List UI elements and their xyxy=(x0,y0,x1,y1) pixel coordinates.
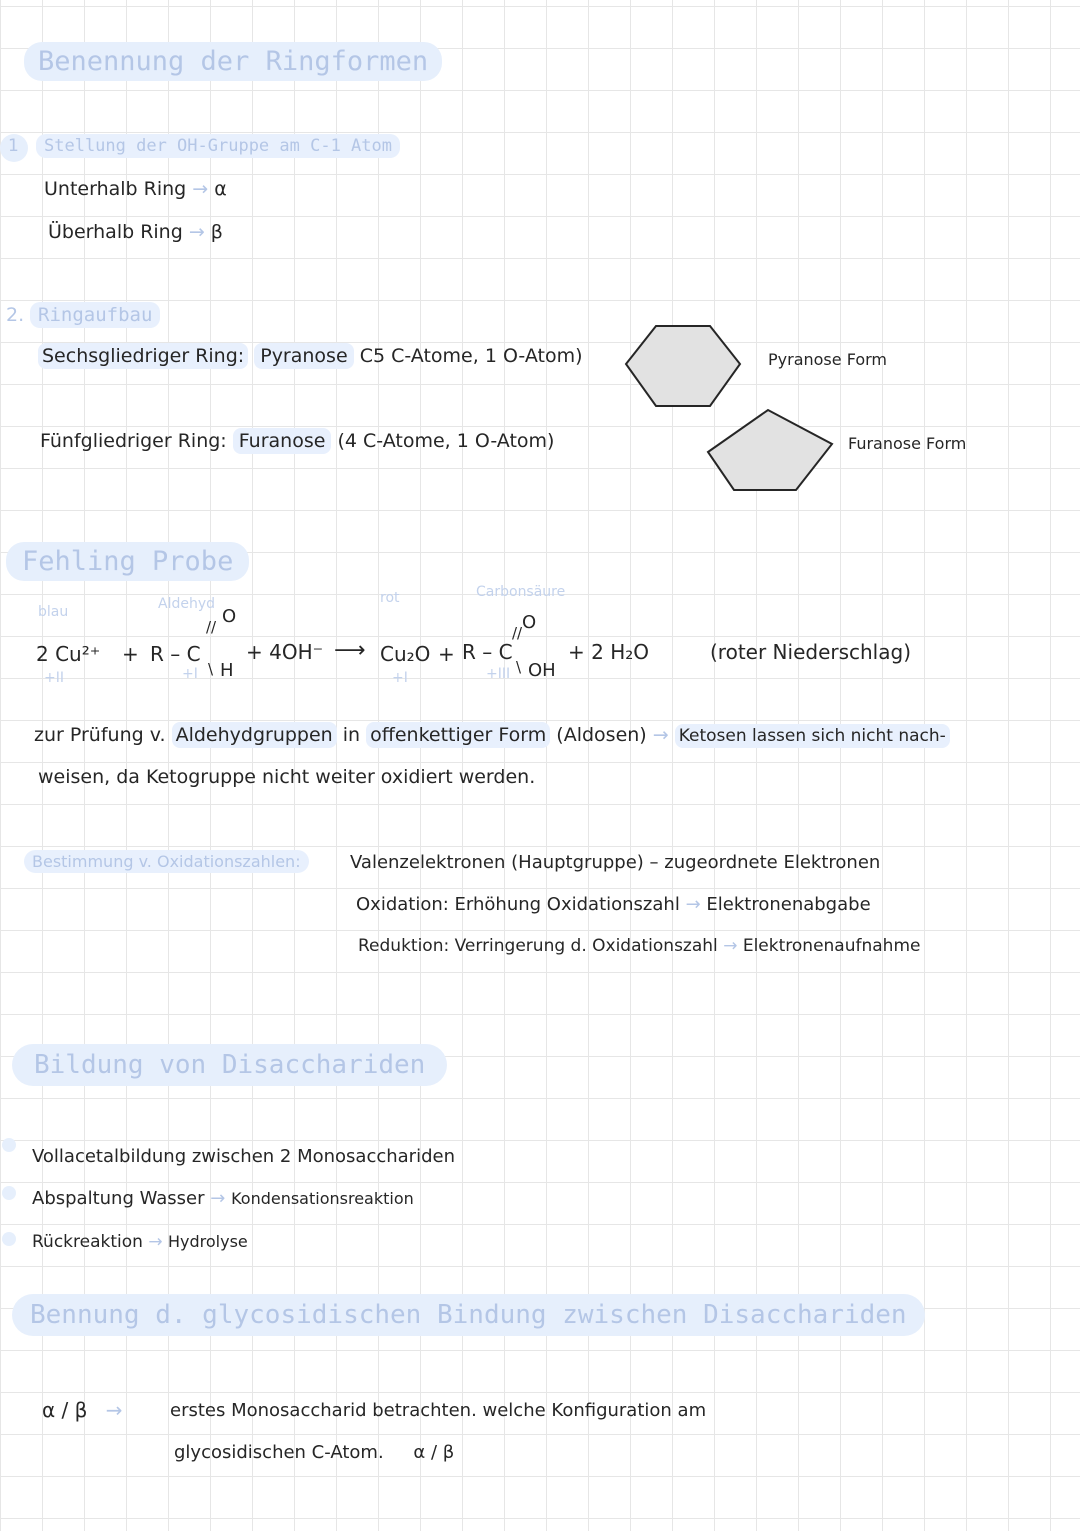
single-bond-icon: \ xyxy=(516,658,522,676)
oxnum-cu: +II xyxy=(44,670,64,686)
reduktion-result: Elektronenaufnahme xyxy=(742,936,921,956)
oxidationszahlen-heading: Bestimmung v. Oxidationszahlen: xyxy=(24,850,309,873)
single-bond-icon: \ xyxy=(208,660,214,678)
bullet-2-text: Abspaltung Wasser xyxy=(32,1188,205,1209)
disaccharide-bullet-1: Vollacetalbildung zwischen 2 Monosacchariden xyxy=(32,1146,455,1167)
oxnum-acid-c: +III xyxy=(486,666,511,682)
bindung-line-1: erstes Monosaccharid betrachten. welche Konfiguration am xyxy=(170,1400,707,1421)
annotation-aldehyd: Aldehyd xyxy=(158,596,216,612)
bindung-left xyxy=(42,1398,123,1422)
note-highlight-offenkettig: offenkettiger Form xyxy=(366,722,550,748)
point-2-heading: Ringaufbau xyxy=(30,302,160,328)
section-title-bindung: Bennung d. glycosidischen Bindung zwischen Disacchariden xyxy=(12,1294,925,1336)
point-1-heading: Stellung der OH-Gruppe am C-1 Atom xyxy=(36,134,400,158)
oxidationszahlen-line-3 xyxy=(358,936,920,956)
bindung-line-2-text: glycosidischen C-Atom. xyxy=(174,1442,384,1463)
oxnum-aldehyde-c: +I xyxy=(182,666,198,682)
pyranose-form-label: Pyranose Form xyxy=(768,350,887,369)
section-title-ringformen: Benennung der Ringformen xyxy=(24,42,442,81)
equation-aldehyde-r: R – C xyxy=(150,642,201,666)
double-bond-icon: // xyxy=(206,618,217,636)
bullet-dot-icon xyxy=(2,1138,16,1152)
disaccharide-bullet-2 xyxy=(32,1188,414,1209)
fehling-note-line-1 xyxy=(34,724,950,746)
equation-aldehyde-o: O xyxy=(222,606,237,627)
pentagon-icon xyxy=(704,406,838,496)
annotation-blau: blau xyxy=(38,604,69,620)
oxidationszahlen-line-1: Valenzelektronen (Hauptgruppe) – zugeordnete Elektronen xyxy=(350,852,881,873)
point-1-number: 1 xyxy=(8,136,19,156)
oxidationszahlen-line-2 xyxy=(356,894,871,915)
arrow-right-icon: → xyxy=(192,178,209,200)
equation-acid-oh: OH xyxy=(528,660,556,681)
note-ketosen: Ketosen lassen sich nicht nach- xyxy=(675,724,950,748)
alpha-beta-label: α / β xyxy=(42,1398,88,1422)
equation-cu: 2 Cu²⁺ xyxy=(36,642,101,666)
beta-line-label: Überhalb Ring xyxy=(48,221,183,243)
oxidation-result: Elektronenabgabe xyxy=(706,894,871,915)
arrow-right-icon: → xyxy=(148,1232,163,1252)
bullet-3-result: Hydrolyse xyxy=(167,1232,248,1251)
arrow-right-icon: → xyxy=(652,724,669,746)
equation-cu2o: Cu₂O xyxy=(380,642,431,666)
arrow-right-icon: → xyxy=(105,1398,123,1422)
arrow-right-icon: → xyxy=(188,221,205,243)
five-ring-name: Furanose xyxy=(233,428,332,454)
bullet-3-text: Rückreaktion xyxy=(32,1232,143,1252)
hexagon-icon xyxy=(620,322,746,412)
equation-acid-o: O xyxy=(522,612,537,633)
point-2-number: 2. xyxy=(6,304,25,326)
section-title-disaccharide: Bildung von Disacchariden xyxy=(12,1044,447,1086)
equation-aldehyde-h: H xyxy=(220,660,234,681)
alpha-line-label: Unterhalb Ring xyxy=(44,178,187,200)
alpha-line-result: α xyxy=(214,178,227,200)
equation-acid-r: R – C xyxy=(462,640,513,664)
section-title-fehling: Fehling Probe xyxy=(6,542,249,581)
equation-plus-1: + xyxy=(122,642,139,666)
note-aldosen: (Aldosen) xyxy=(556,724,647,746)
arrow-right-icon: → xyxy=(685,894,701,915)
oxnum-cu2o: +I xyxy=(392,670,408,686)
equation-plus-2: + xyxy=(438,642,455,666)
six-ring-line xyxy=(38,345,583,367)
beta-line-result: β xyxy=(210,221,223,243)
annotation-rot: rot xyxy=(380,590,400,606)
note-highlight-aldehydgruppen: Aldehydgruppen xyxy=(172,722,337,748)
five-ring-detail: (4 C-Atome, 1 O-Atom) xyxy=(337,430,555,452)
equation-hydroxide: + 4OH⁻ xyxy=(246,640,324,664)
disaccharide-bullet-3 xyxy=(32,1232,248,1252)
six-ring-detail: C5 C-Atome, 1 O-Atom) xyxy=(359,345,583,367)
six-ring-prefix: Sechsgliedriger Ring: xyxy=(38,343,248,369)
six-ring-name: Pyranose xyxy=(254,343,353,369)
alpha-line xyxy=(44,178,227,200)
arrow-right-icon: → xyxy=(210,1188,226,1209)
bullet-dot-icon xyxy=(2,1232,16,1246)
five-ring-line xyxy=(40,430,554,452)
bullet-dot-icon xyxy=(2,1186,16,1200)
note-mid: in xyxy=(342,724,361,746)
annotation-carbonsaeure: Carbonsäure xyxy=(476,584,566,600)
bullet-2-result: Kondensationsreaktion xyxy=(231,1189,414,1208)
fehling-note-line-2: weisen, da Ketogruppe nicht weiter oxidiert werden. xyxy=(38,766,536,788)
equation-water: + 2 H₂O xyxy=(568,640,649,664)
five-ring-prefix: Fünfgliedriger Ring: xyxy=(40,430,227,452)
reaction-arrow-icon: ⟶ xyxy=(334,638,366,663)
bindung-line-2 xyxy=(174,1442,454,1463)
double-bond-icon: // xyxy=(512,624,523,642)
furanose-form-label: Furanose Form xyxy=(848,434,967,453)
note-prefix: zur Prüfung v. xyxy=(34,724,166,746)
equation-result: (roter Niederschlag) xyxy=(710,640,911,664)
reduktion-definition: Reduktion: Verringerung d. Oxidationszahl xyxy=(358,936,718,956)
arrow-right-icon: → xyxy=(723,936,738,956)
oxidation-definition: Oxidation: Erhöhung Oxidationszahl xyxy=(356,894,680,915)
beta-line xyxy=(48,221,223,243)
bindung-line-2-result: α / β xyxy=(413,1442,455,1463)
